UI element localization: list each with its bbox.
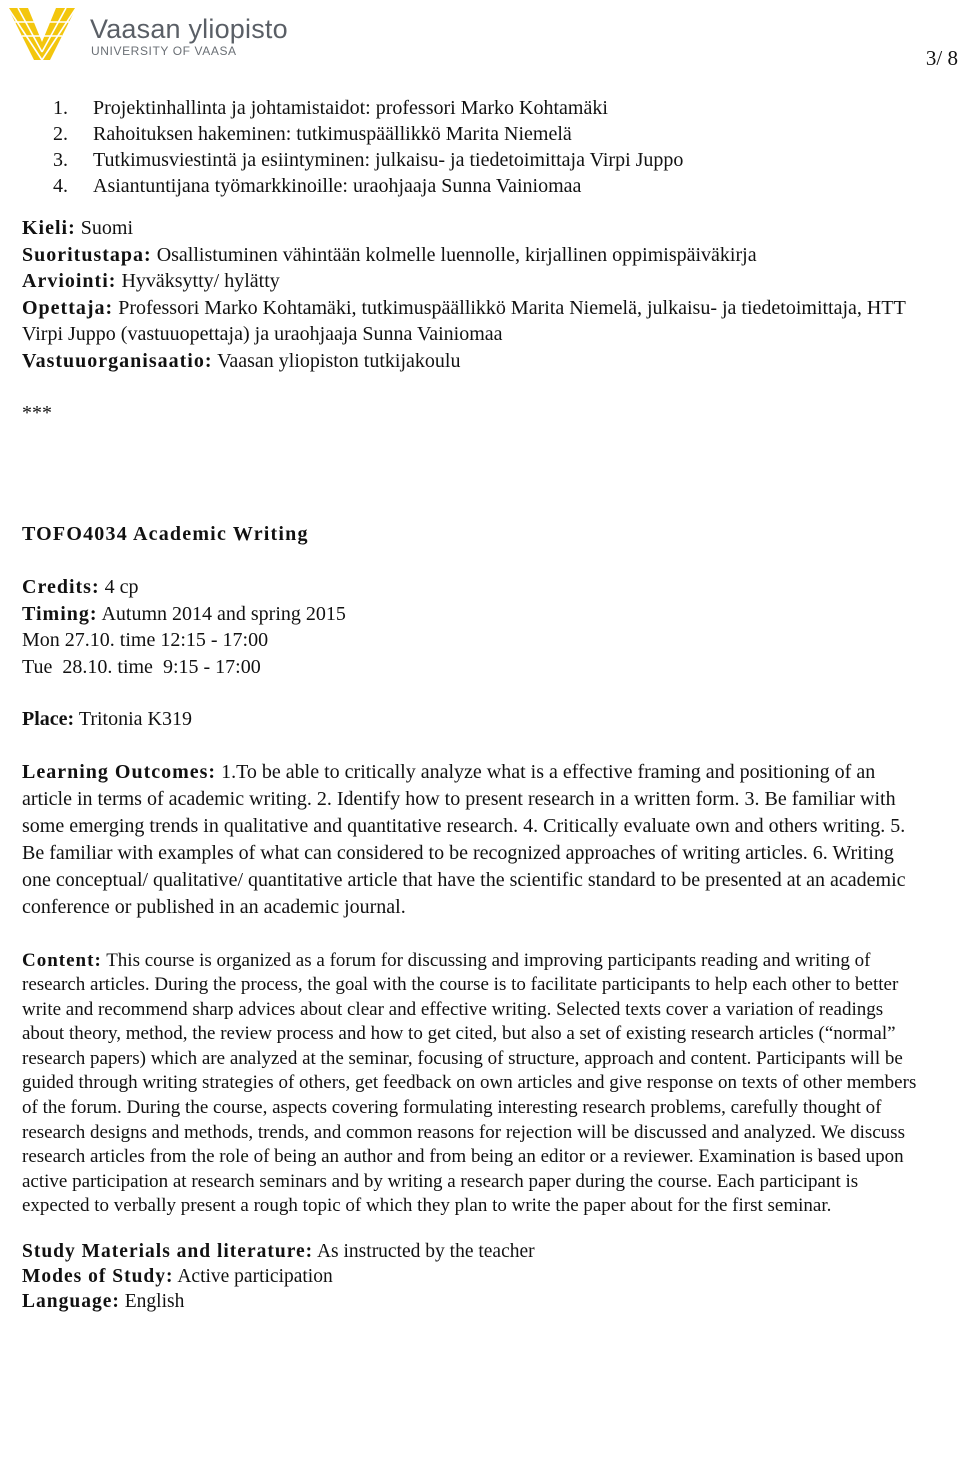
- field-label: Arviointi:: [22, 270, 117, 292]
- list-number: 3.: [53, 149, 68, 171]
- page-header: [0, 0, 960, 70]
- page-number: 3/ 8: [925, 46, 958, 70]
- field-label: Suoritustapa:: [22, 243, 152, 266]
- field-label: Modes of Study:: [22, 1266, 174, 1288]
- list-item: [22, 121, 922, 147]
- list-item: [22, 147, 922, 173]
- study-materials-line: [22, 1239, 922, 1264]
- list-text: Tutkimusviestintä ja esiintyminen: julkaisu- ja tiedetoimittaja Virpi Juppo: [93, 149, 684, 171]
- field-value: Vaasan yliopiston tutkijakoulu: [217, 349, 461, 372]
- course-content: [22, 949, 922, 1220]
- list-number: 4.: [53, 175, 68, 197]
- section-separator: ***: [22, 402, 52, 424]
- field-label: Language:: [22, 1291, 120, 1313]
- list-number: 1.: [53, 97, 68, 119]
- learning-outcomes: [22, 759, 922, 921]
- field-label: Learning Outcomes:: [22, 760, 217, 783]
- document-body: [22, 95, 922, 1314]
- session-monday: Mon 27.10. time 12:15 - 17:00: [22, 629, 269, 651]
- organisation-line: [22, 348, 922, 375]
- field-label: Opettaja:: [22, 296, 114, 319]
- field-value: Active participation: [177, 1266, 333, 1288]
- university-logo-icon: [4, 2, 80, 64]
- field-value: Osallistuminen vähintään kolmelle luennolle, kirjallinen oppimispäiväkirja: [156, 243, 757, 266]
- module-list: [22, 95, 922, 199]
- brand-name: Vaasan yliopisto: [90, 14, 288, 44]
- course-schedule: [22, 574, 922, 680]
- course-title: TOFO4034 Academic Writing: [22, 523, 309, 545]
- list-item: [22, 95, 922, 121]
- finnish-course-info: [22, 215, 922, 374]
- list-text: Rahoituksen hakeminen: tutkimuspäällikkö Marita Niemelä: [93, 123, 572, 145]
- list-item: [22, 173, 922, 199]
- language-line-en: [22, 1289, 922, 1314]
- session-tuesday: Tue 28.10. time 9:15 - 17:00: [22, 655, 261, 678]
- list-text: Projektinhallinta ja johtamistaidot: professori Marko Kohtamäki: [93, 97, 608, 119]
- teacher-line: [22, 295, 922, 348]
- field-value: Hyväksytty/ hylätty: [121, 270, 280, 292]
- place-line: [22, 706, 922, 733]
- field-value: Autumn 2014 and spring 2015: [101, 602, 346, 625]
- grading-line: [22, 268, 922, 295]
- credits-line: [22, 574, 922, 601]
- field-label: Timing:: [22, 602, 98, 625]
- field-value: Tritonia K319: [78, 708, 192, 730]
- field-value: English: [124, 1291, 185, 1313]
- field-label: Place:: [22, 708, 75, 730]
- list-number: 2.: [53, 123, 68, 145]
- field-value: Suomi: [80, 217, 134, 239]
- course-details: [22, 1239, 922, 1314]
- timing-line: [22, 601, 922, 628]
- field-label: Vastuuorganisaatio:: [22, 349, 213, 372]
- field-label: Credits:: [22, 576, 100, 598]
- field-label: Study Materials and literature:: [22, 1241, 314, 1263]
- language-line: [22, 215, 922, 242]
- field-label: Kieli:: [22, 217, 76, 239]
- field-value: 4 cp: [104, 576, 139, 598]
- field-value: As instructed by the teacher: [316, 1241, 535, 1263]
- field-value: 1.To be able to critically analyze what is a effective framing and positioning of an article in terms of academic writing. 2. Identify how to present research in a written form. 3. Be familiar with some emerging trends in qualitative and quantitative research. 4. Critically evaluate own and others writing. 5. Be familiar with examples of what can considered to be recognized approaches of writing articles. 6. Writing one conceptual/ qualitative/ quantitative article that have the scientific standard to be presented at an academic conference or published in an academic journal.: [22, 760, 906, 918]
- field-value: Professori Marko Kohtamäki, tutkimuspäällikkö Marita Niemelä, julkaisu- ja tiedetoimittaja, HTT Virpi Juppo (vastuuopettaja) ja uraohjaaja Sunna Vainiomaa: [22, 296, 906, 345]
- modes-of-study-line: [22, 1264, 922, 1289]
- brand-subtitle: UNIVERSITY OF VAASA: [91, 44, 237, 58]
- field-value: This course is organized as a forum for discussing and improving participants reading and writing of research articles. During the process, the goal with the course is to facilitate participants to help each other to better write and recommend sharp advices about clear and effective writing. Selected texts cover a variation of readings about theory, method, the review process and how to get cited, but also a set of existing research articles (“normal” research papers) which are analyzed at the seminar, focusing of structure, approach and content. Participants will be guided through writing strategies of others, get feedback on own articles and give response on texts of other members of the forum. During the course, aspects covering formulating interesting research problems, carefully thought of research designs and methods, trends, and common reasons for rejection will be discussed and analyzed. We discuss research articles from the role of being an author and from being an editor or a reviewer. Examination is based upon active participation at research seminars and by writing a research paper during the course. Each participant is expected to verbally present a rough topic of which they plan to write the paper about for the first seminar.: [22, 949, 917, 1217]
- field-label: Content:: [22, 949, 102, 971]
- list-text: Asiantuntijana työmarkkinoille: uraohjaaja Sunna Vainiomaa: [93, 175, 582, 197]
- completion-line: [22, 242, 922, 269]
